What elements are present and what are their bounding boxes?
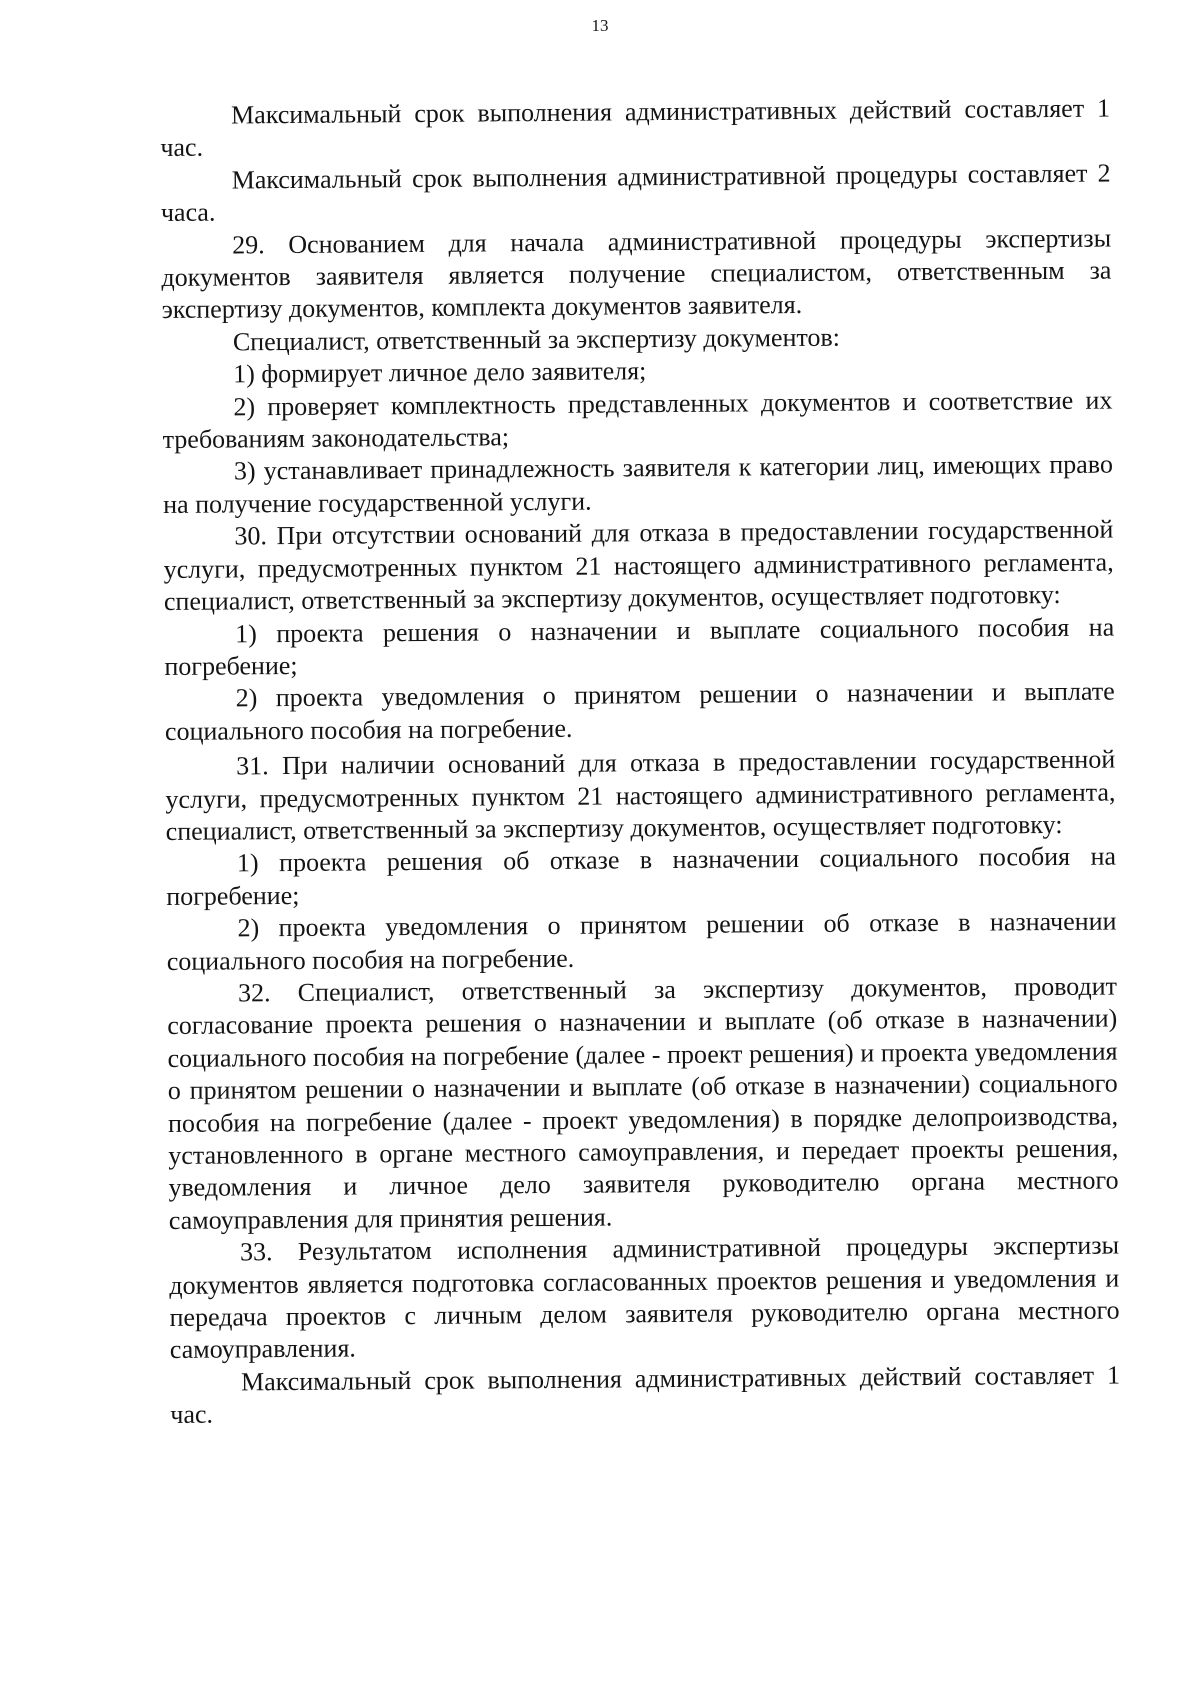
paragraph-31-item-1: 1) проекта решения об отказе в назначении социального пособия на погребение; <box>166 841 1117 911</box>
paragraph-30-item-2: 2) проекта уведомления о принятом решении о назначении и выплате социального пособия на погребение. <box>164 676 1115 746</box>
paragraph-30: 30. При отсутствии оснований для отказа в предоставлении государственной услуги, предусмотренных пунктом 21 настоящего административного регламента, специалист, ответственный за экспертизу документов, осуществляет подготовку: <box>163 514 1114 617</box>
paragraph-max-term-procedure: Максимальный срок выполнения административной процедуры составляет 2 часа. <box>160 158 1111 228</box>
paragraph-29: 29. Основанием для начала административной процедуры экспертизы документов заявителя является получение специалистом, ответственным за экспертизу документов, комплекта документов заявителя. <box>161 223 1112 325</box>
list-item-2: 2) проверяет комплектность представленных документов и соответствие их требованиям законодательства; <box>162 385 1113 455</box>
paragraph-max-term-actions: Максимальный срок выполнения административных действий составляет 1 час. <box>160 93 1111 163</box>
list-item-1: 1) формирует личное дело заявителя; <box>233 356 647 389</box>
list-item-3: 3) устанавливает принадлежность заявителя к категории лиц, имеющих право на получение государственной услуги. <box>163 449 1114 519</box>
paragraph-32: 32. Специалист, ответственный за экспертизу документов, проводит согласование проекта решения о назначении и выплате (об отказе в назначении) социального пособия на погребение (далее - проект решения) и проекта уведомления о принятом решении о назначении и выплате (об отказе в назначении) социального пособия на погребение (далее - проект уведомления) в порядке делопроизводства, установленного в органе местного самоуправления, и передает проекты решения, уведомления и личное дело заявителя руководителю органа местного самоуправления для принятия решения. <box>167 971 1119 1235</box>
paragraph-max-term-final: Максимальный срок выполнения административных действий составляет 1 час. <box>170 1360 1121 1430</box>
page-number: 13 <box>591 16 609 35</box>
paragraph-specialist-intro: Специалист, ответственный за экспертизу документов: <box>232 322 841 357</box>
paragraph-30-item-1: 1) проекта решения о назначении и выплате социального пособия на погребение; <box>164 612 1115 681</box>
document-body <box>160 93 1120 1432</box>
paragraph-33: 33. Результатом исполнения административной процедуры экспертизы документов является подготовка согласованных проектов решения и уведомления и передача проектов с личным делом заявителя руководителю органа местного самоуправления. <box>169 1230 1120 1365</box>
paragraph-31-item-2: 2) проекта уведомления о принятом решении об отказе в назначении социального пособия на погребение. <box>166 906 1117 976</box>
paragraph-31: 31. При наличии оснований для отказа в предоставлении государственной услуги, предусмотренных пунктом 21 настоящего административного регламента, специалист, ответственный за экспертизу документов, осуществляет подготовку: <box>165 744 1116 846</box>
